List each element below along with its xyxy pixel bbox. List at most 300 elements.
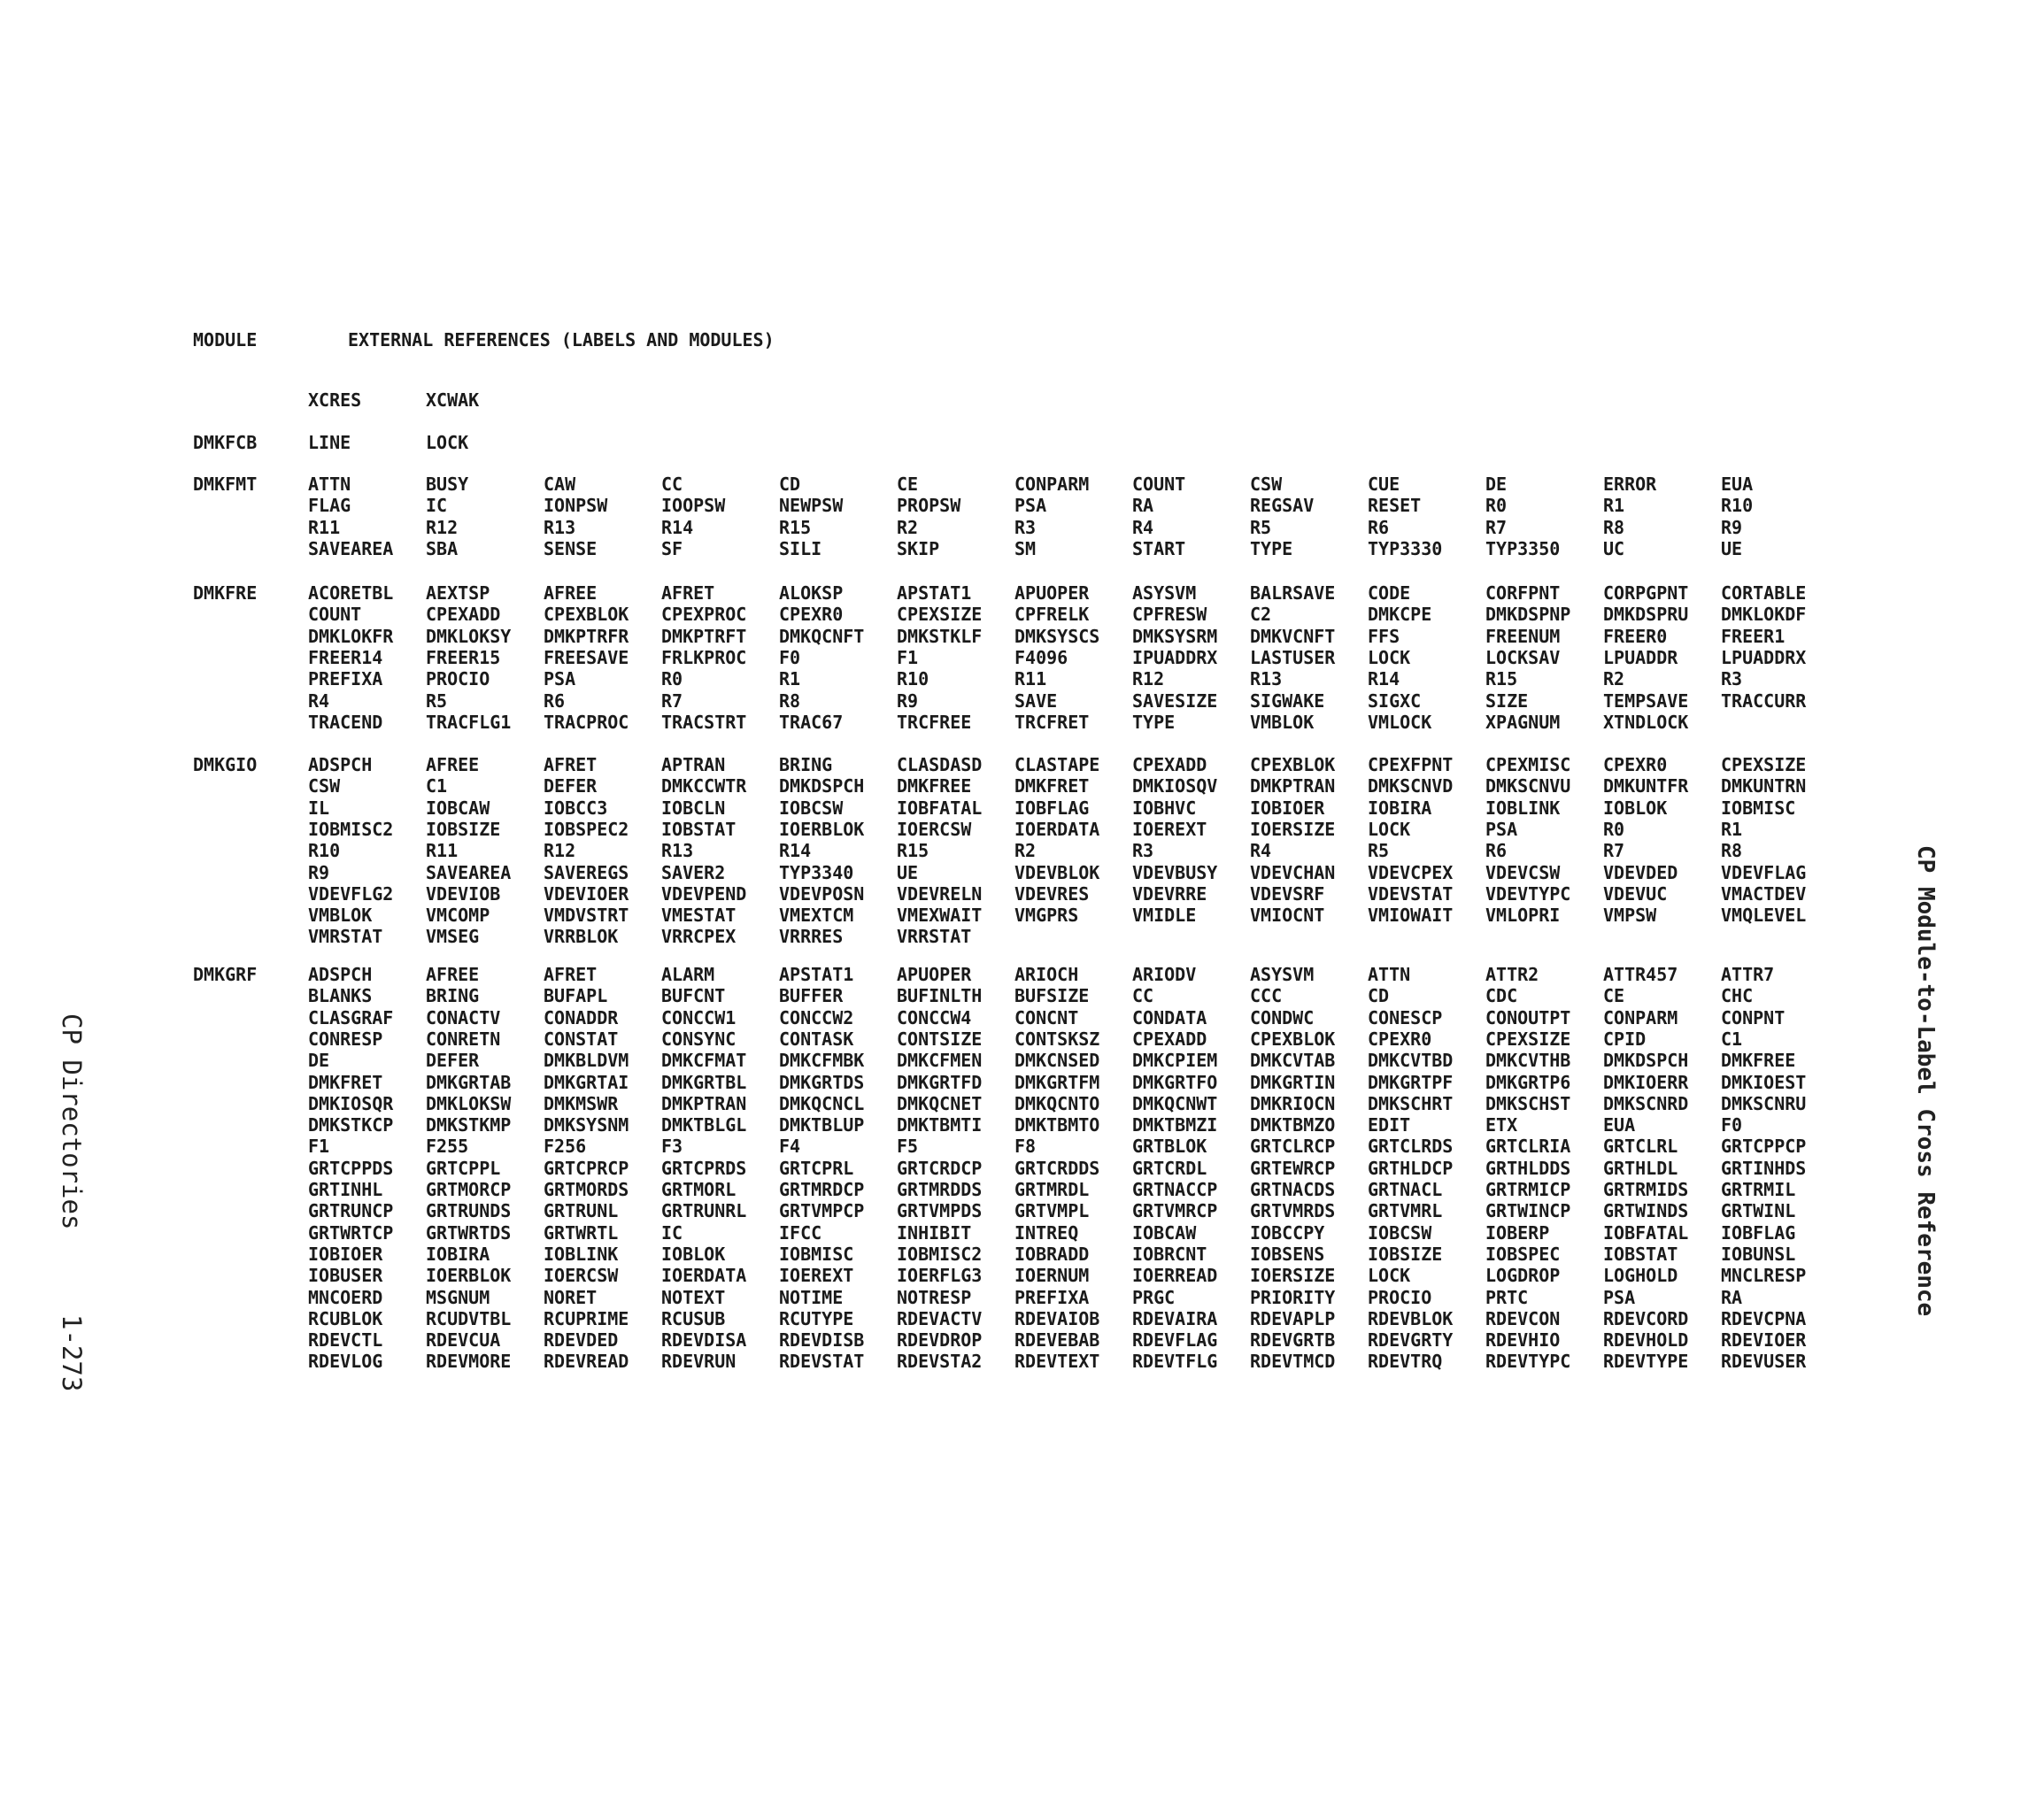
reference-label: CAW <box>544 474 576 495</box>
reference-label: RDEVBLOK <box>1368 1307 1454 1329</box>
reference-label: DMKCFMEN <box>897 1050 983 1072</box>
reference-label: GRTVMPL <box>1014 1200 1090 1222</box>
reference-label: CONCCW4 <box>897 1006 972 1028</box>
reference-label: ATTR2 <box>1485 964 1539 985</box>
reference-label: SILI <box>779 537 822 559</box>
reference-label: RDEVIOER <box>1721 1329 1807 1352</box>
reference-label: PRGC <box>1132 1286 1176 1308</box>
reference-label: GRTCPPDS <box>308 1157 394 1179</box>
reference-label: RDEVCORD <box>1603 1307 1689 1329</box>
reference-label: R12 <box>544 840 576 862</box>
reference-label: BUFCNT <box>661 985 726 1007</box>
reference-label: LINE <box>308 432 351 453</box>
reference-label: IC <box>426 495 448 517</box>
reference-label: BRING <box>426 985 480 1007</box>
reference-label: GRTMORDS <box>544 1179 629 1200</box>
reference-label: VMIOWAIT <box>1368 905 1454 927</box>
reference-label: R7 <box>661 689 683 712</box>
reference-label: F4 <box>779 1136 801 1158</box>
reference-label: DMKSCHRT <box>1368 1092 1454 1114</box>
reference-label: GRTVMPDS <box>897 1200 983 1222</box>
reference-row <box>0 1050 2044 1072</box>
reference-label: C1 <box>426 775 448 797</box>
reference-label: NORET <box>544 1286 598 1308</box>
reference-label: DMKGRTAB <box>426 1071 512 1093</box>
reference-label: TRCFREE <box>897 711 972 733</box>
reference-label: IOERBLOK <box>426 1265 512 1287</box>
reference-label: VMGPRS <box>1014 905 1079 927</box>
module-name: DMKFRE <box>193 582 258 604</box>
reference-label: DMKCPE <box>1368 604 1432 626</box>
reference-label: DMKSTKMP <box>426 1114 512 1136</box>
reference-label: IOBUSER <box>308 1265 383 1287</box>
reference-label: R6 <box>1485 840 1508 862</box>
reference-label: VRRRES <box>779 926 844 948</box>
reference-row <box>0 626 2044 648</box>
reference-label: IOERDATA <box>1014 818 1100 840</box>
reference-row <box>0 1028 2044 1051</box>
reference-label: CONACTV <box>426 1006 501 1028</box>
reference-row <box>0 432 2044 454</box>
reference-label: CLASDASD <box>897 754 983 775</box>
reference-label: IOBCC3 <box>544 797 608 819</box>
reference-label: DMKUNTFR <box>1603 775 1689 797</box>
reference-label: BLANKS <box>308 985 373 1007</box>
reference-label: DMKGRTIN <box>1250 1071 1336 1093</box>
reference-label: DMKIOSQR <box>308 1092 394 1114</box>
reference-label: DMKGRTFO <box>1132 1071 1218 1093</box>
reference-label: VMESTAT <box>661 905 737 927</box>
module-column-heading: MODULE <box>193 329 258 350</box>
reference-label: C1 <box>1721 1028 1743 1050</box>
reference-label: R2 <box>897 516 919 538</box>
reference-label: DMKBLDVM <box>544 1050 629 1072</box>
reference-label: F256 <box>544 1136 587 1158</box>
reference-label: VMIOCNT <box>1250 905 1325 927</box>
reference-label: PROCIO <box>426 668 490 690</box>
reference-label: DMKCNSED <box>1014 1050 1100 1072</box>
reference-label: IOBIOER <box>308 1243 383 1265</box>
reference-label: CE <box>897 474 919 495</box>
reference-label: PROCIO <box>1368 1286 1432 1308</box>
reference-label: ARIODV <box>1132 964 1197 985</box>
reference-label: R13 <box>544 516 576 538</box>
reference-row <box>0 1093 2044 1115</box>
reference-label: IOERBLOK <box>779 818 865 840</box>
reference-label: DEFER <box>426 1050 480 1072</box>
reference-label: SAVEAREA <box>308 537 394 559</box>
reference-label: RDEVDED <box>544 1329 619 1352</box>
reference-label: CONCNT <box>1014 1006 1079 1028</box>
reference-label: IOBFATAL <box>1603 1221 1689 1244</box>
reference-label: R15 <box>1485 668 1518 690</box>
reference-label: TRACCURR <box>1721 689 1807 712</box>
reference-label: R9 <box>1721 516 1743 538</box>
module-name: DMKFCB <box>193 432 258 453</box>
reference-label: DMKDSPCH <box>779 775 865 797</box>
reference-row <box>0 495 2044 517</box>
reference-label: CPEXADD <box>426 604 501 626</box>
reference-label: DMKSTKCP <box>308 1114 394 1136</box>
reference-label: LOCK <box>1368 818 1411 840</box>
reference-label: RDEVTFLG <box>1132 1351 1218 1373</box>
reference-label: DE <box>1485 474 1508 495</box>
reference-label: GRTRUNCP <box>308 1200 394 1222</box>
reference-label: RDEVTEXT <box>1014 1351 1100 1373</box>
reference-label: RDEVUSER <box>1721 1351 1807 1373</box>
reference-label: CCC <box>1250 985 1283 1007</box>
reference-label: PREFIXA <box>308 668 383 690</box>
reference-label: VDEVIOB <box>426 882 501 905</box>
reference-row <box>0 985 2044 1007</box>
reference-label: R1 <box>1603 495 1625 517</box>
reference-label: IOBMISC <box>1721 797 1796 819</box>
reference-label: VDEVBLOK <box>1014 861 1100 883</box>
reference-label: DMKLOKSW <box>426 1092 512 1114</box>
reference-label: SIGWAKE <box>1250 689 1325 712</box>
reference-label: CPEXSIZE <box>1485 1028 1571 1050</box>
reference-label: LOCK <box>1368 1265 1411 1287</box>
reference-label: TRCFRET <box>1014 711 1090 733</box>
reference-label: IOERFLG3 <box>897 1265 983 1287</box>
reference-label: AFREE <box>426 754 480 775</box>
reference-label: GRTMRDCP <box>779 1179 865 1200</box>
reference-label: GRTWRTCP <box>308 1221 394 1244</box>
reference-label: CPEXBLOK <box>544 604 629 626</box>
reference-label: CPFRELK <box>1014 604 1090 626</box>
reference-label: DMKIOEST <box>1721 1071 1807 1093</box>
reference-label: IONPSW <box>544 495 608 517</box>
reference-label: SM <box>1014 537 1037 559</box>
reference-label: CC <box>1132 985 1154 1007</box>
reference-label: IOBHVC <box>1132 797 1197 819</box>
reference-label: DMKGRTAI <box>544 1071 629 1093</box>
reference-label: RDEVSTAT <box>779 1351 865 1373</box>
reference-label: VDEVFLAG <box>1721 861 1807 883</box>
left-margin-caption <box>51 1013 87 1810</box>
reference-label: GRTHLDL <box>1603 1157 1678 1179</box>
reference-label: DMKCPIEM <box>1132 1050 1218 1072</box>
reference-label: PREFIXA <box>1014 1286 1090 1308</box>
reference-label: PSA <box>1603 1286 1636 1308</box>
reference-label: DMKTBLUP <box>779 1114 865 1136</box>
reference-label: DMKSYSRM <box>1132 625 1218 647</box>
reference-label: RDEVLOG <box>308 1351 383 1373</box>
reference-label: ATTN <box>1368 964 1411 985</box>
reference-label: VMLOPRI <box>1485 905 1561 927</box>
reference-label: TRACPROC <box>544 711 629 733</box>
reference-label: IOBSIZE <box>1368 1243 1443 1265</box>
reference-label: RCUTYPE <box>779 1307 854 1329</box>
reference-label: R8 <box>1721 840 1743 862</box>
reference-label: GRTRUNRL <box>661 1200 747 1222</box>
reference-label: RDEVCPNA <box>1721 1307 1807 1329</box>
reference-row <box>0 1329 2044 1352</box>
reference-label: RDEVDROP <box>897 1329 983 1352</box>
reference-label: R5 <box>1368 840 1390 862</box>
reference-label: DMKSCNRD <box>1603 1092 1689 1114</box>
reference-label: RDEVACTV <box>897 1307 983 1329</box>
reference-label: GRTINHDS <box>1721 1157 1807 1179</box>
reference-label: DMKDSPNP <box>1485 604 1571 626</box>
reference-label: IOBRCNT <box>1132 1243 1207 1265</box>
reference-label: CORPGPNT <box>1603 582 1689 604</box>
reference-label: FREER15 <box>426 646 501 668</box>
reference-label: IOBLOK <box>1603 797 1668 819</box>
reference-row <box>0 1072 2044 1094</box>
reference-label: XCWAK <box>426 389 480 411</box>
reference-label: VDEVRES <box>1014 882 1090 905</box>
reference-label: IOBCLN <box>661 797 726 819</box>
reference-label: VMSEG <box>426 926 480 948</box>
reference-label: CD <box>1368 985 1390 1007</box>
reference-label: IOBSTAT <box>661 818 737 840</box>
reference-label: SKIP <box>897 537 940 559</box>
reference-label: VMEXTCM <box>779 905 854 927</box>
reference-label: GRTCPRL <box>779 1157 854 1179</box>
reference-label: FREER0 <box>1603 625 1668 647</box>
reference-label: DMKQCNET <box>897 1092 983 1114</box>
reference-label: R8 <box>1603 516 1625 538</box>
reference-label: RESET <box>1368 495 1422 517</box>
reference-label: F0 <box>1721 1114 1743 1136</box>
reference-label: RDEVAIOB <box>1014 1307 1100 1329</box>
reference-label: IOBFLAG <box>1721 1221 1796 1244</box>
reference-label: NEWPSW <box>779 495 844 517</box>
reference-row <box>0 840 2044 862</box>
reference-label: GRTRMIDS <box>1603 1179 1689 1200</box>
reference-row <box>0 604 2044 626</box>
reference-row <box>0 1222 2044 1244</box>
reference-label: R0 <box>661 668 683 690</box>
reference-label: CORFPNT <box>1485 582 1561 604</box>
reference-label: CPEXADD <box>1132 754 1207 775</box>
reference-label: IOBLINK <box>544 1243 619 1265</box>
reference-label: GRTMRDDS <box>897 1179 983 1200</box>
reference-label: CSW <box>308 775 341 797</box>
reference-label: VDEVFLG2 <box>308 882 394 905</box>
reference-label: GRTCLRCP <box>1250 1136 1336 1158</box>
reference-label: RDEVDISB <box>779 1329 865 1352</box>
reference-label: DEFER <box>544 775 598 797</box>
reference-label: RDEVTYPE <box>1603 1351 1689 1373</box>
reference-label: REGSAV <box>1250 495 1315 517</box>
reference-label: RCUSUB <box>661 1307 726 1329</box>
reference-label: TRACFLG1 <box>426 711 512 733</box>
reference-label: DMKCVTBD <box>1368 1050 1454 1072</box>
reference-label: CONSTAT <box>544 1028 619 1050</box>
reference-label: VMPSW <box>1603 905 1657 927</box>
reference-label: IOBSTAT <box>1603 1243 1678 1265</box>
reference-label: GRTVMRL <box>1368 1200 1443 1222</box>
reference-label: RDEVAPLP <box>1250 1307 1336 1329</box>
reference-label: RDEVCTL <box>308 1329 383 1352</box>
reference-label: IOBCSW <box>1368 1221 1432 1244</box>
reference-label: RDEVMORE <box>426 1351 512 1373</box>
reference-label: LOCKSAV <box>1485 646 1561 668</box>
reference-label: CPEXMISC <box>1485 754 1571 775</box>
reference-label: ALARM <box>661 964 715 985</box>
reference-label: TEMPSAVE <box>1603 689 1689 712</box>
reference-label: CONRETN <box>426 1028 501 1050</box>
reference-label: GRTWRTDS <box>426 1221 512 1244</box>
reference-label: GRTRUNDS <box>426 1200 512 1222</box>
reference-label: GRTMORCP <box>426 1179 512 1200</box>
reference-label: DMKSCNRU <box>1721 1092 1807 1114</box>
reference-label: R3 <box>1132 840 1154 862</box>
reference-label: RDEVSTA2 <box>897 1351 983 1373</box>
reference-label: EUA <box>1603 1114 1636 1136</box>
reference-label: LASTUSER <box>1250 646 1336 668</box>
reference-label: INTREQ <box>1014 1221 1079 1244</box>
reference-label: R9 <box>897 689 919 712</box>
reference-label: R12 <box>1132 668 1165 690</box>
book-title: CP Directories <box>57 1013 87 1230</box>
reference-label: DMKQCNWT <box>1132 1092 1218 1114</box>
reference-label: GRTWINDS <box>1603 1200 1689 1222</box>
reference-row <box>0 905 2044 927</box>
reference-label: CONDWC <box>1250 1006 1315 1028</box>
reference-label: IOBIRA <box>1368 797 1432 819</box>
reference-label: IOOPSW <box>661 495 726 517</box>
reference-label: IOBCAW <box>1132 1221 1197 1244</box>
reference-row <box>0 1244 2044 1266</box>
reference-label: SF <box>661 537 683 559</box>
reference-label: VMBLOK <box>308 905 373 927</box>
reference-label: R3 <box>1014 516 1037 538</box>
reference-label: IOBSPEC2 <box>544 818 629 840</box>
reference-label: DMKSTKLF <box>897 625 983 647</box>
reference-label: VRRBLOK <box>544 926 619 948</box>
reference-label: EDIT <box>1368 1114 1411 1136</box>
reference-label: DMKGRTFM <box>1014 1071 1100 1093</box>
reference-label: VDEVIOER <box>544 882 629 905</box>
reference-label: SENSE <box>544 537 598 559</box>
reference-label: IPUADDRX <box>1132 646 1218 668</box>
reference-label: VDEVBUSY <box>1132 861 1218 883</box>
reference-label: RDEVHIO <box>1485 1329 1561 1352</box>
right-margin-caption <box>1903 845 1939 1642</box>
reference-label: DMKTBLGL <box>661 1114 747 1136</box>
reference-label: IOBLOK <box>661 1243 726 1265</box>
reference-label: DMKCCWTR <box>661 775 747 797</box>
reference-label: VDEVDED <box>1603 861 1678 883</box>
reference-label: ETX <box>1485 1114 1518 1136</box>
reference-label: R10 <box>1721 495 1754 517</box>
reference-label: R9 <box>308 861 330 883</box>
reference-label: CPEXADD <box>1132 1028 1207 1050</box>
reference-label: R11 <box>1014 668 1047 690</box>
reference-label: R10 <box>897 668 929 690</box>
reference-label: DMKTBMTO <box>1014 1114 1100 1136</box>
reference-row <box>0 712 2044 734</box>
reference-label: R3 <box>1721 668 1743 690</box>
reference-label: DMKQCNTO <box>1014 1092 1100 1114</box>
reference-label: DMKLOKDF <box>1721 604 1807 626</box>
reference-label: TRAC67 <box>779 711 844 733</box>
reference-label: GRTCLRL <box>1603 1136 1678 1158</box>
reference-row <box>0 690 2044 712</box>
reference-row <box>0 1265 2044 1287</box>
reference-label: XPAGNUM <box>1485 711 1561 733</box>
reference-row <box>0 1007 2044 1029</box>
reference-label: GRTCRDCP <box>897 1157 983 1179</box>
reference-label: DMKGRTDS <box>779 1071 865 1093</box>
reference-label: GRTMORL <box>661 1179 737 1200</box>
reference-label: CPEXSIZE <box>1721 754 1807 775</box>
reference-label: SAVER2 <box>661 861 726 883</box>
reference-label: IOERDATA <box>661 1265 747 1287</box>
reference-label: DMKCFMAT <box>661 1050 747 1072</box>
reference-label: IOBRADD <box>1014 1243 1090 1265</box>
reference-label: R2 <box>1014 840 1037 862</box>
reference-label: GRTRMIL <box>1721 1179 1796 1200</box>
reference-label: IOBLINK <box>1485 797 1561 819</box>
reference-label: R12 <box>426 516 459 538</box>
reference-label: IOBERP <box>1485 1221 1550 1244</box>
reference-label: CPID <box>1603 1028 1647 1050</box>
reference-label: R7 <box>1485 516 1508 538</box>
reference-label: DMKSYSCS <box>1014 625 1100 647</box>
reference-label: R1 <box>1721 818 1743 840</box>
reference-label: IC <box>661 1221 683 1244</box>
reference-label: DMKSCNVU <box>1485 775 1571 797</box>
reference-label: CPEXR0 <box>1368 1028 1432 1050</box>
reference-label: ALOKSP <box>779 582 844 604</box>
reference-label: GRTWINL <box>1721 1200 1796 1222</box>
reference-label: FREENUM <box>1485 625 1561 647</box>
reference-label: SAVEAREA <box>426 861 512 883</box>
reference-label: IOERCSW <box>897 818 972 840</box>
reference-label: R14 <box>1368 668 1400 690</box>
reference-label: IOBCAW <box>426 797 490 819</box>
reference-label: XCRES <box>308 389 362 411</box>
reference-label: START <box>1132 537 1186 559</box>
reference-label: BUSY <box>426 474 469 495</box>
reference-label: VDEVCHAN <box>1250 861 1336 883</box>
reference-label: CPEXBLOK <box>1250 754 1336 775</box>
reference-label: LPUADDR <box>1603 646 1678 668</box>
reference-label: COUNT <box>1132 474 1186 495</box>
reference-label: GRTCLRIA <box>1485 1136 1571 1158</box>
reference-label: VDEVRELN <box>897 882 983 905</box>
reference-label: CPEXR0 <box>779 604 844 626</box>
reference-label: DMKSYSNM <box>544 1114 629 1136</box>
reference-row <box>0 1287 2044 1309</box>
reference-label: SBA <box>426 537 459 559</box>
reference-label: VMDVSTRT <box>544 905 629 927</box>
reference-label: BALRSAVE <box>1250 582 1336 604</box>
reference-label: IFCC <box>779 1221 822 1244</box>
reference-label: GRTRUNL <box>544 1200 619 1222</box>
reference-label: MSGNUM <box>426 1286 490 1308</box>
reference-label: CE <box>1603 985 1625 1007</box>
reference-label: IOBMISC <box>779 1243 854 1265</box>
reference-label: R2 <box>1603 668 1625 690</box>
external-references-heading: EXTERNAL REFERENCES (LABELS AND MODULES) <box>348 329 775 350</box>
reference-label: BUFAPL <box>544 985 608 1007</box>
reference-label: DMKGRTFD <box>897 1071 983 1093</box>
reference-label: ATTR457 <box>1603 964 1678 985</box>
reference-label: XTNDLOCK <box>1603 711 1689 733</box>
reference-label: RDEVGRTY <box>1368 1329 1454 1352</box>
reference-label: AFRET <box>661 582 715 604</box>
reference-label: DMKMSWR <box>544 1092 619 1114</box>
reference-label: DMKPTRAN <box>1250 775 1336 797</box>
reference-label: GRTVMRDS <box>1250 1200 1336 1222</box>
reference-label: AFRET <box>544 754 598 775</box>
reference-label: CONTASK <box>779 1028 854 1050</box>
